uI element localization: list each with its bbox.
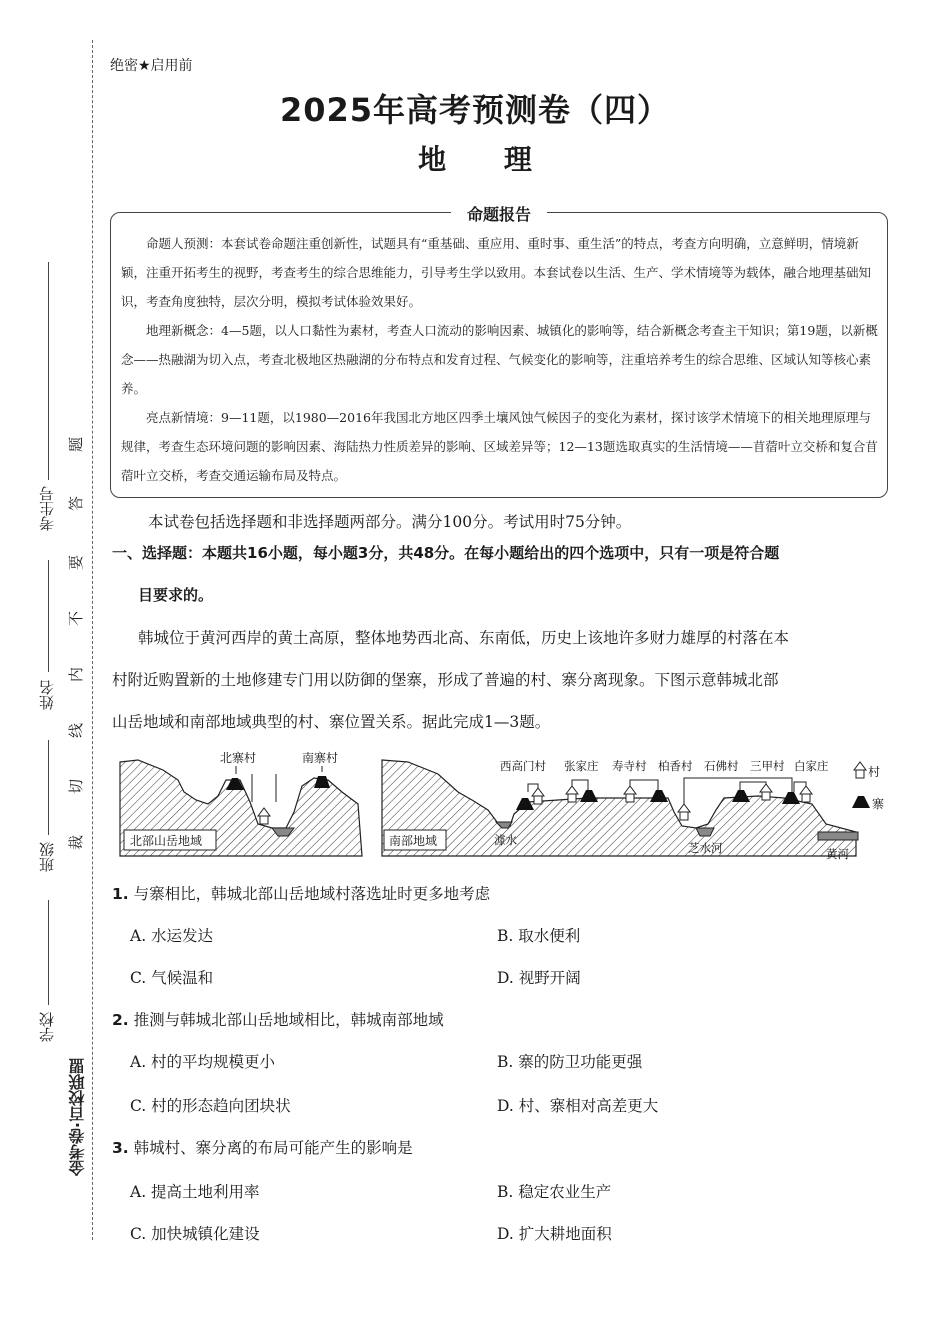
- passage-line-2: 村附近购置新的土地修建专门用以防御的堡寨，形成了普遍的村、寨分离现象。下图示意韩城北部: [112, 671, 779, 689]
- cut-word: 切: [67, 778, 86, 795]
- cut-word: 不: [67, 610, 86, 627]
- legend-village-icon: [854, 762, 866, 778]
- option-2c[interactable]: C. 村的形态趋向团块状: [130, 1097, 291, 1115]
- name-blank[interactable]: [48, 560, 49, 672]
- legend-fort-icon: [852, 796, 870, 808]
- option-3b[interactable]: B. 稳定农业生产: [497, 1183, 612, 1201]
- legend-village-label: 村: [868, 765, 881, 779]
- cut-word: 线: [67, 722, 86, 739]
- passage-line-3: 山岳地域和南部地域典型的村、寨位置关系。据此完成1—3题。: [112, 713, 551, 731]
- south-region-label: 南部地域: [389, 834, 438, 848]
- fort-icon: [580, 790, 598, 802]
- option-2a[interactable]: A. 村的平均规模更小: [130, 1053, 276, 1071]
- option-2d[interactable]: D. 村、寨相对高差更大: [497, 1097, 659, 1115]
- option-1d[interactable]: D. 视野开阔: [497, 969, 581, 987]
- report-heading: 命题报告: [451, 205, 547, 224]
- report-paragraph-3: 亮点新情境：9—11题，以1980—2016年我国北方地区四季土壤风蚀气候因子的变化为素材，探讨该学术情境下的相关地理原理与规律，考查生态环境问题的影响因素、海陆热力性质差异的影响、区域差异等；12—13题选取真实的生活情境——苜蓿叶立交桥和复合苜蓿叶立交桥，考查交通运输布局及特点。: [121, 410, 878, 483]
- village-label: 石佛村: [704, 759, 739, 773]
- option-1b[interactable]: B. 取水便利: [497, 927, 581, 945]
- village-icon: [566, 786, 578, 802]
- village-icon: [760, 784, 772, 800]
- brand-label: 金考卷·百校联盟: [68, 1058, 87, 1177]
- section-heading-line1: 一、选择题：本题共16小题，每小题3分，共48分。在每小题给出的四个选项中，只有一项是符合题: [112, 544, 780, 562]
- north-region-label: 北部山岳地域: [130, 834, 203, 848]
- village-label: 南寨村: [302, 751, 339, 765]
- binding-dashed-line: [92, 40, 93, 1240]
- village-label: 白家庄: [794, 759, 829, 773]
- option-3c[interactable]: C. 加快城镇化建设: [130, 1225, 260, 1243]
- report-paragraph-2: 地理新概念：4—5题，以人口黏性为素材，考查人口流动的影响因素、城镇化的影响等，结合新概念考查主干知识；第19题，以新概念——热融湖为切入点，考查北极地区热融湖的分布特点和发育过程、气候变化的影响等，注重培养考生的综合思维、区域认知等核心素养。: [121, 323, 878, 396]
- village-icon: [678, 804, 690, 820]
- river-label: 芝水河: [688, 841, 723, 855]
- report-label-2: 地理新概念：: [146, 323, 222, 338]
- option-3d[interactable]: D. 扩大耕地面积: [497, 1225, 612, 1243]
- village-label: 三甲村: [750, 759, 785, 773]
- option-1c[interactable]: C. 气候温和: [130, 969, 214, 987]
- exam-title: 2025年高考预测卷（四）: [279, 91, 671, 129]
- passage-line-1: 韩城位于黄河西岸的黄土高原，整体地势西北高、东南低，历史上该地许多财力雄厚的村落在本: [138, 629, 790, 647]
- village-label: 柏香村: [658, 759, 693, 773]
- river-label: 澽水: [494, 833, 517, 847]
- report-label-3: 亮点新情境：: [146, 410, 222, 425]
- option-1a[interactable]: A. 水运发达: [130, 927, 214, 945]
- option-3a[interactable]: A. 提高土地利用率: [130, 1183, 260, 1201]
- village-icon: [800, 786, 812, 802]
- village-label: 张家庄: [564, 759, 599, 773]
- cut-word: 内: [67, 666, 86, 683]
- village-label: 寿寺村: [612, 759, 647, 773]
- option-2b[interactable]: B. 寨的防卫功能更强: [497, 1053, 643, 1071]
- south-terrain-profile: [382, 760, 856, 856]
- question-3: 3. 韩城村、寨分离的布局可能产生的影响是: [112, 1139, 413, 1157]
- confidential-label: 绝密★启用前: [110, 58, 193, 74]
- fort-icon: [650, 790, 668, 802]
- village-icon: [532, 788, 544, 804]
- fort-icon: [732, 790, 750, 802]
- school-blank[interactable]: [48, 900, 49, 1005]
- legend-fort-label: 寨: [872, 797, 885, 811]
- school-label: 学校: [38, 1012, 56, 1042]
- student-id-blank[interactable]: [48, 262, 49, 480]
- cut-word: 题: [67, 436, 86, 453]
- village-label: 西高门村: [500, 759, 546, 773]
- section-heading-line2: 目要求的。: [138, 586, 214, 604]
- question-2: 2. 推测与韩城北部山岳地域相比，韩城南部地域: [112, 1011, 444, 1029]
- question-1: 1. 与寨相比，韩城北部山岳地域村落选址时更多地考虑: [112, 885, 491, 903]
- class-blank[interactable]: [48, 740, 49, 835]
- village-label: 北寨村: [220, 751, 257, 765]
- class-label: 班级: [38, 842, 56, 872]
- proposition-report-box: [110, 205, 888, 498]
- cut-word: 要: [67, 554, 86, 571]
- subject-title: 地 理: [418, 143, 556, 176]
- student-id-label: 考生号: [38, 486, 56, 531]
- village-fort-profile-figure: [118, 751, 885, 864]
- cut-word: 裁: [67, 834, 86, 851]
- report-paragraph-1: 命题人预测：本套试卷命题注重创新性，试题具有“重基础、重应用、重时事、重生活”的特点，考查方向明确，立意鲜明，情境新颖，注重开拓考生的视野，考查考生的综合思维能力，引导考生学以致用。本套试卷以生活、生产、学术情境等为载体，融合地理基础知识，考查角度独特，层次分明，模拟考试体验效果好。: [121, 236, 872, 309]
- name-label: 姓名: [38, 680, 56, 710]
- report-label-1: 命题人预测：: [146, 236, 222, 251]
- river-label: 黄河: [826, 847, 849, 861]
- cut-word: 答: [67, 495, 86, 512]
- exam-instructions: 本试卷包括选择题和非选择题两部分。满分100分。考试用时75分钟。: [148, 513, 632, 531]
- village-icon: [624, 786, 636, 802]
- village-icon: [258, 808, 270, 824]
- yellow-river: [818, 832, 858, 840]
